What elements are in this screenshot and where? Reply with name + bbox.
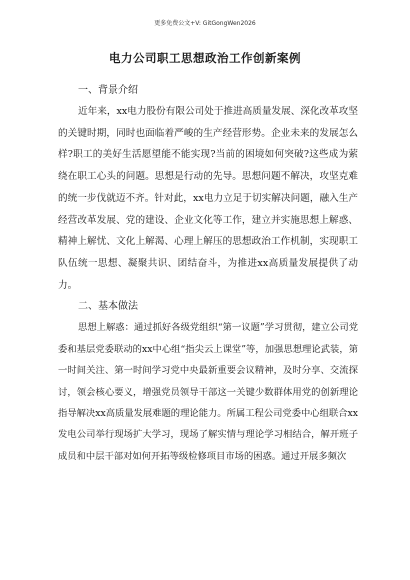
paragraph-practices: 思想上解惑：通过抓好各级党组织“第一议题”学习贯彻，建立公司党委和基层党委联动的xx中心组“指尖云上课堂”等，加强思想理论武装，第一时间关注、第一时间学习党中央最新重要会议精神，及时分享、交流探讨，领会核心要义，增强党员领导干部这一关键少数群体用党的创新理论指导解决xx高质量发展难题的理论能力。所属工程公司党委中心组联合xx发电公司举行现场扩大学习，现场了解实情与理论学习相结合，解开班子成员和中层干部对如何开拓等级检修项目市场的困惑。通过开展多频次 xyxy=(58,322,358,462)
document-title: 电力公司职工思想政治工作创新案例 xyxy=(109,51,301,65)
document-body xyxy=(58,80,358,467)
section-heading-background: 一、背景介绍 xyxy=(78,85,138,96)
header-note: 更多免费公文+V: GitGongWen2026 xyxy=(154,20,256,27)
section-heading-practices: 二、基本做法 xyxy=(78,301,138,313)
paragraph-background: 近年来，xx电力股份有限公司处于推进高质量发展、深化改革攻坚的关键时期，同时也面临着严峻的生产经营形势。企业未来的发展怎么样?职工的美好生活愿望能不能实现?当前的困境如何突破?这些成为萦绕在职工心头的问题。思想是行动的先导。思想问题不解决，攻坚克难的统一步伐就迈不齐。针对此，xx电力立足于切实解决问题，融入生产经营改革发展、党的建设、企业文化等工作，建立并实施思想上解惑、精神上解忧、文化上解渴、心理上解压的思想政治工作机制，实现职工队伍统一思想、凝聚共识、团结奋斗，为推进xx高质量发展提供了动力。 xyxy=(58,106,358,291)
